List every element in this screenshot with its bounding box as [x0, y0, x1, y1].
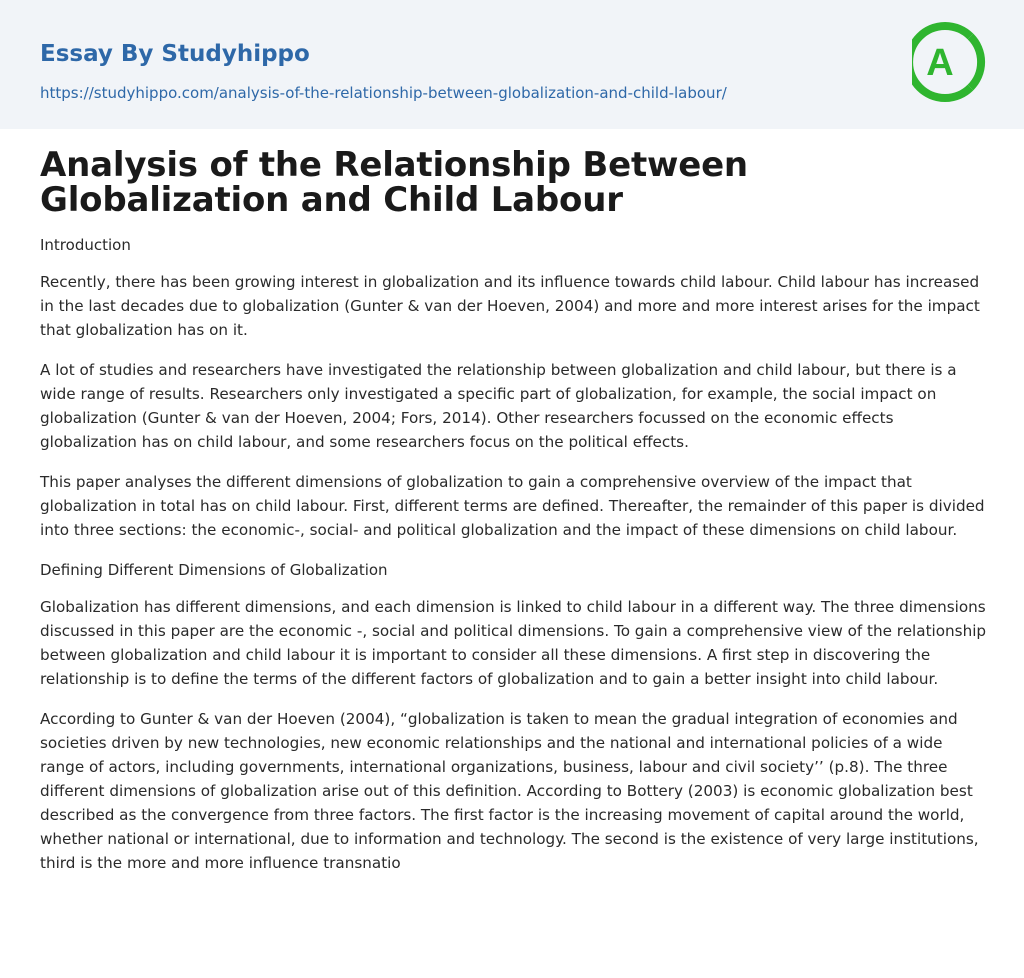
intro-paragraph-1: Recently, there has been growing interest in globalization and its influence towards child labour. Child labour has increased in the last decades due to globalization (Gunter & van der Hoeven, 2004) and more and more interest arises for the impact that globalization has on it. — [40, 273, 980, 339]
site-brand[interactable]: Essay By Studyhippo — [40, 41, 310, 67]
studyhippo-logo-icon[interactable] — [912, 19, 986, 105]
dimensions-paragraph-1: Globalization has different dimensions, and each dimension is linked to child labour in a different way. The three dimensions discussed in this paper are the economic -, social and political dimensions. To gain a comprehensive view of the relationship between globalization and child labour it is important to consider all these dimensions. A first step in discovering the relationship is to define the terms of the different factors of globalization and to gain a better insight into child labour. — [40, 598, 987, 688]
dimensions-paragraph-2: According to Gunter & van der Hoeven (2004), “globalization is taken to mean the gradual integration of economies and societies driven by new technologies, new economic relationships and the national and international policies of a wide range of actors, including governments, international organizations, business, labour and civil society’’ (p.8). The three different dimensions of globalization arise out of this definition. According to Bottery (2003) is economic globalization best described as the convergence from three factors. The first factor is the increasing movement of capital around the world, whether national or international, due to information and technology. The second is the existence of very large institutions, third is the more and more influence transnatio — [40, 710, 979, 872]
article-body — [40, 145, 988, 875]
intro-paragraph-3: This paper analyses the different dimensions of globalization to gain a comprehensive overview of the impact that globalization in total has on child labour. First, different terms are defined. Thereafter, the remainder of this paper is divided into three sections: the economic-, social- and political globalization and the impact of these dimensions on child labour. — [40, 473, 985, 539]
essay-url-link[interactable]: https://studyhippo.com/analysis-of-the-relationship-between-globalization-and-child-labour/ — [40, 84, 727, 102]
intro-paragraph-2: A lot of studies and researchers have investigated the relationship between globalization and child labour, but there is a wide range of results. Researchers only investigated a specific part of globalization, for example, the social impact on globalization (Gunter & van der Hoeven, 2004; Fors, 2014). Other researchers focussed on the economic effects globalization has on child labour, and some researchers focus on the political effects. — [40, 361, 957, 451]
article-title: Analysis of the Relationship Between Globalization and Child Labour — [40, 145, 748, 220]
site-header — [0, 0, 1024, 129]
logo-letter: A — [926, 42, 954, 84]
section-heading-introduction: Introduction — [40, 236, 131, 254]
section-heading-dimensions: Defining Different Dimensions of Globalization — [40, 561, 388, 579]
